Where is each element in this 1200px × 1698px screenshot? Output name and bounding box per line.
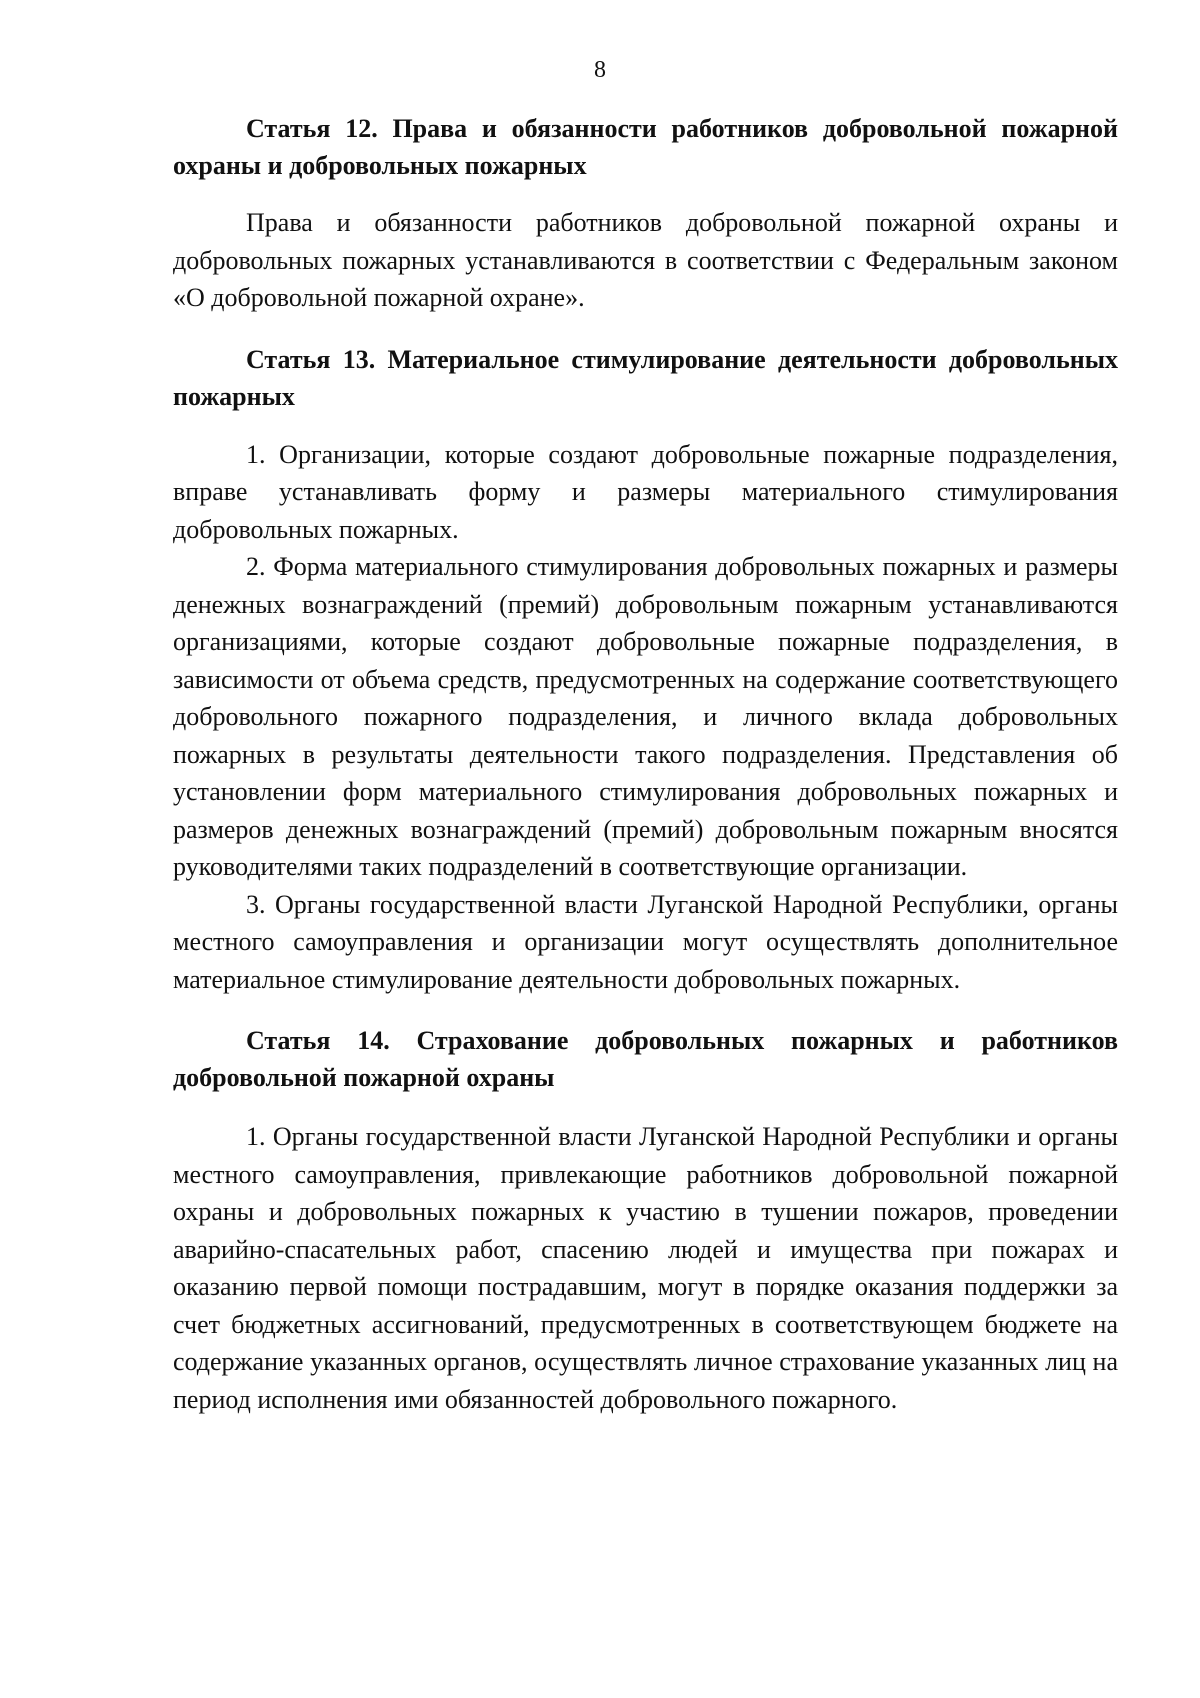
page-number: 8 — [594, 57, 606, 83]
article-13-heading: Статья 13. Материальное стимулирование деятельности добровольных пожарных — [173, 344, 1118, 411]
article-13-paragraph-3: 3. Органы государственной власти Луганской Народной Республики, органы местного самоуправления и организации могут осуществлять дополнительное материальное стимулирование деятельности добровольных пожарных. — [173, 889, 1118, 994]
article-12 — [173, 110, 1118, 317]
article-13 — [173, 341, 1118, 999]
article-14-paragraph-1: 1. Органы государственной власти Луганской Народной Республики и органы местного самоуправления, привлекающие работников добровольной пожарной охраны и добровольных пожарных к участию в тушении пожаров, проведении аварийно-спасательных работ, спасению людей и имущества при пожарах и оказанию первой помощи пострадавшим, могут в порядке оказания поддержки за счет бюджетных ассигнований, предусмотренных в соответствующем бюджете на содержание указанных органов, осуществлять личное страхование указанных лиц на период исполнения ими обязанностей добровольного пожарного. — [173, 1122, 1118, 1414]
article-13-paragraph-2: 2. Форма материального стимулирования добровольных пожарных и размеры денежных вознаграждений (премий) добровольным пожарным устанавливаются организациями, которые создают добровольные пожарные подразделения, в зависимости от объема средств, предусмотренных на содержание соответствующего добровольного пожарного подразделения, и личного вклада добровольных пожарных в результаты деятельности такого подразделения. Представления об установлении форм материального стимулирования добровольных пожарных и размеров денежных вознаграждений (премий) добровольным пожарным вносятся руководителями таких подразделений в соответствующие организации. — [173, 552, 1118, 881]
article-14 — [173, 1022, 1118, 1418]
article-13-paragraph-1: 1. Организации, которые создают добровольные пожарные подразделения, вправе устанавливать форму и размеры материального стимулирования добровольных пожарных. — [173, 439, 1118, 544]
article-12-paragraph-1: Права и обязанности работников добровольной пожарной охраны и добровольных пожарных устанавливаются в соответствии с Федеральным законом «О добровольной пожарной охране». — [173, 208, 1118, 312]
document-body — [173, 110, 1118, 1418]
article-14-heading: Статья 14. Страхование добровольных пожарных и работников добровольной пожарной охраны — [173, 1026, 1118, 1092]
article-12-heading: Статья 12. Права и обязанности работников добровольной пожарной охраны и добровольных пожарных — [173, 114, 1118, 180]
